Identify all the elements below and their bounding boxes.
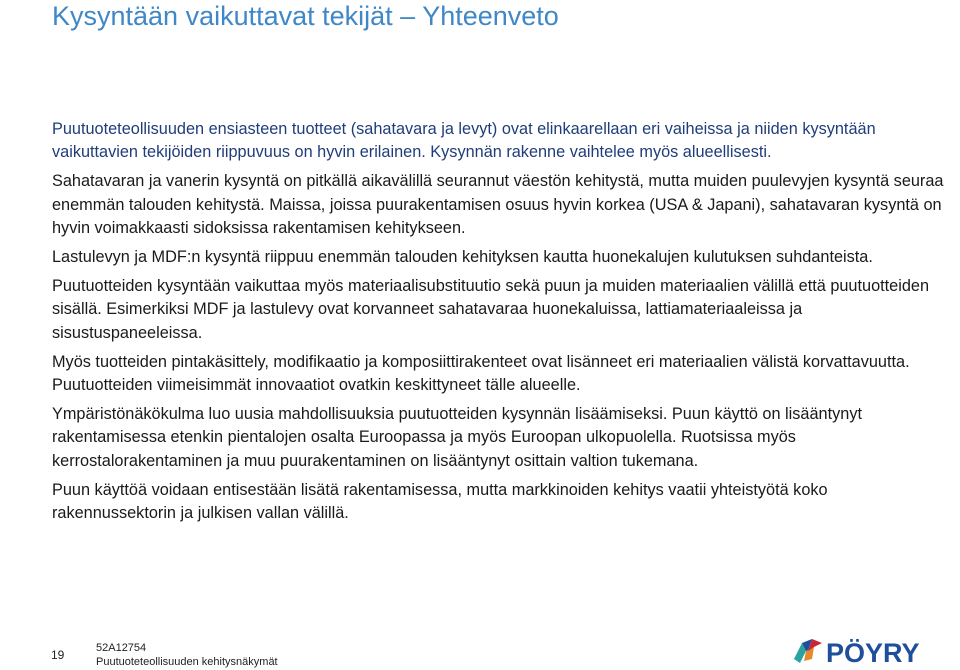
slide-title: Kysyntään vaikuttavat tekijät – Yhteenveto: [52, 1, 559, 31]
page-number: 19: [51, 648, 65, 662]
document-subtitle: Puutuoteteollisuuden kehitysnäkymät: [96, 656, 278, 668]
paragraph-3: Lastulevyn ja MDF:n kysyntä riippuu enemmän talouden kehityksen kautta huonekalujen kulutuksen suhdanteista.: [52, 248, 873, 267]
paragraph-2: Sahatavaran ja vanerin kysyntä on pitkällä aikavälillä seurannut väestön kehitystä, mutta muiden puulevyjen kysyntä seuraa enemmän talouden kehitystä. Maissa, joissa puurakentamisen osuus hyvin korkea (USA & Japani), sahatavaran kysyntä on hyvin voimakkaasti sidoksissa rakentamisen kehitykseen.: [52, 172, 944, 238]
document-code: 52A12754: [96, 642, 147, 654]
paragraph-4: Puutuotteiden kysyntään vaikuttaa myös materiaalisubstituutio sekä puun ja muiden materiaalien välillä että puutuotteiden sisällä. Esimerkiksi MDF ja lastulevy ovat korvanneet sahatavaraa huonekaluissa, lattiamateriaaleissa ja sisustuspaneeleissa.: [52, 276, 930, 342]
poyry-logo-mark: [792, 637, 954, 667]
poyry-logo: [792, 637, 954, 667]
logo-wordmark: PÖYRY: [826, 638, 920, 667]
footer-info: [96, 641, 278, 669]
logo-symbol-icon: [794, 639, 822, 663]
paragraph-1: Puutuoteteollisuuden ensiasteen tuotteet (sahatavara ja levyt) ovat elinkaarellaan eri vaiheissa ja niiden kysyntään vaikuttavien tekijöiden riippuvuus on hyvin erilainen. Kysynnän rakenne vaihtelee myös alueellisesti.: [52, 120, 876, 162]
slide-body: [52, 118, 952, 531]
paragraph-6: Ympäristönäkökulma luo uusia mahdollisuuksia puutuotteiden kysynnän lisäämiseksi. Puun käyttö on lisääntynyt rakentamisessa etenkin pientalojen osalta Euroopassa ja myös Euroopan ulkopuolella. Ruotsissa myös kerrostalorakentaminen ja muu puurakentaminen on lisääntynyt osittain valtion tukemana.: [52, 404, 862, 470]
paragraph-5: Myös tuotteiden pintakäsittely, modifikaatio ja komposiittirakenteet ovat lisänneet eri materiaalien välistä korvattavuutta. Puutuotteiden viimeisimmät innovaatiot ovatkin keskittyneet tälle alueelle.: [52, 352, 910, 395]
paragraph-7: Puun käyttöä voidaan entisestään lisätä rakentamisessa, mutta markkinoiden kehitys vaatii yhteistyötä koko rakennussektorin ja julkisen vallan välillä.: [52, 480, 828, 523]
